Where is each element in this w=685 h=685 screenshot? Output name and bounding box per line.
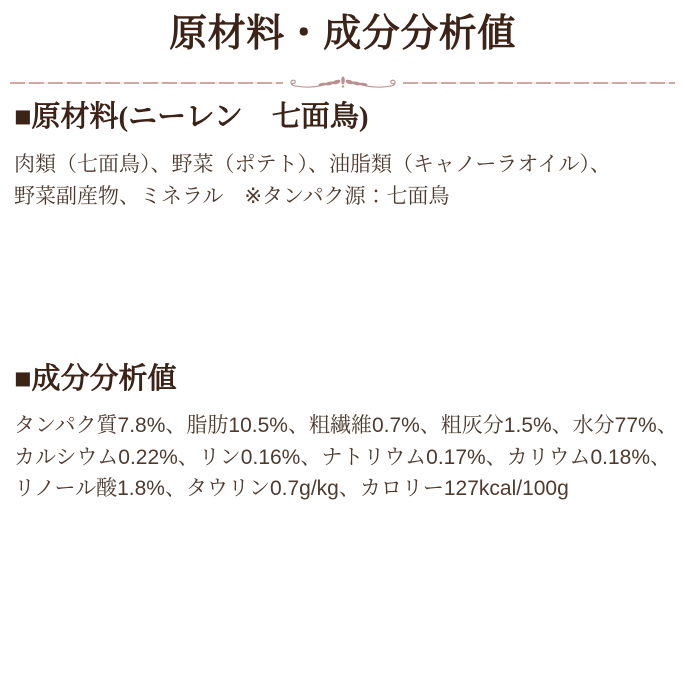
analysis-section	[0, 361, 685, 505]
divider-line-right	[403, 82, 676, 84]
flourish-icon	[287, 73, 399, 93]
analysis-heading: ■成分分析値	[14, 363, 177, 395]
ingredients-line-2: 野菜副産物、ミネラル ※タンパク源：七面鳥	[14, 184, 450, 208]
analysis-text	[0, 410, 685, 505]
page-title: 原材料・成分分析値	[169, 13, 516, 55]
analysis-line-3: リノール酸1.8%、タウリン0.7g/kg、カロリー127kcal/100g	[14, 477, 569, 500]
ingredients-text	[0, 149, 685, 212]
analysis-line-2: カルシウム0.22%、リン0.16%、ナトリウム0.17%、カリウム0.18%、	[14, 445, 672, 469]
analysis-line-1: タンパク質7.8%、脂肪10.5%、粗繊維0.7%、粗灰分1.5%、水分77%、	[14, 414, 678, 437]
ingredients-heading: ■原材料(ニーレン 七面鳥)	[14, 101, 369, 133]
decorative-divider	[10, 74, 675, 92]
ingredients-line-1: 肉類（七面鳥）、野菜（ポテト）、油脂類（キャノーラオイル）、	[14, 153, 611, 176]
divider-line-left	[10, 82, 283, 84]
ingredients-section	[0, 99, 685, 212]
